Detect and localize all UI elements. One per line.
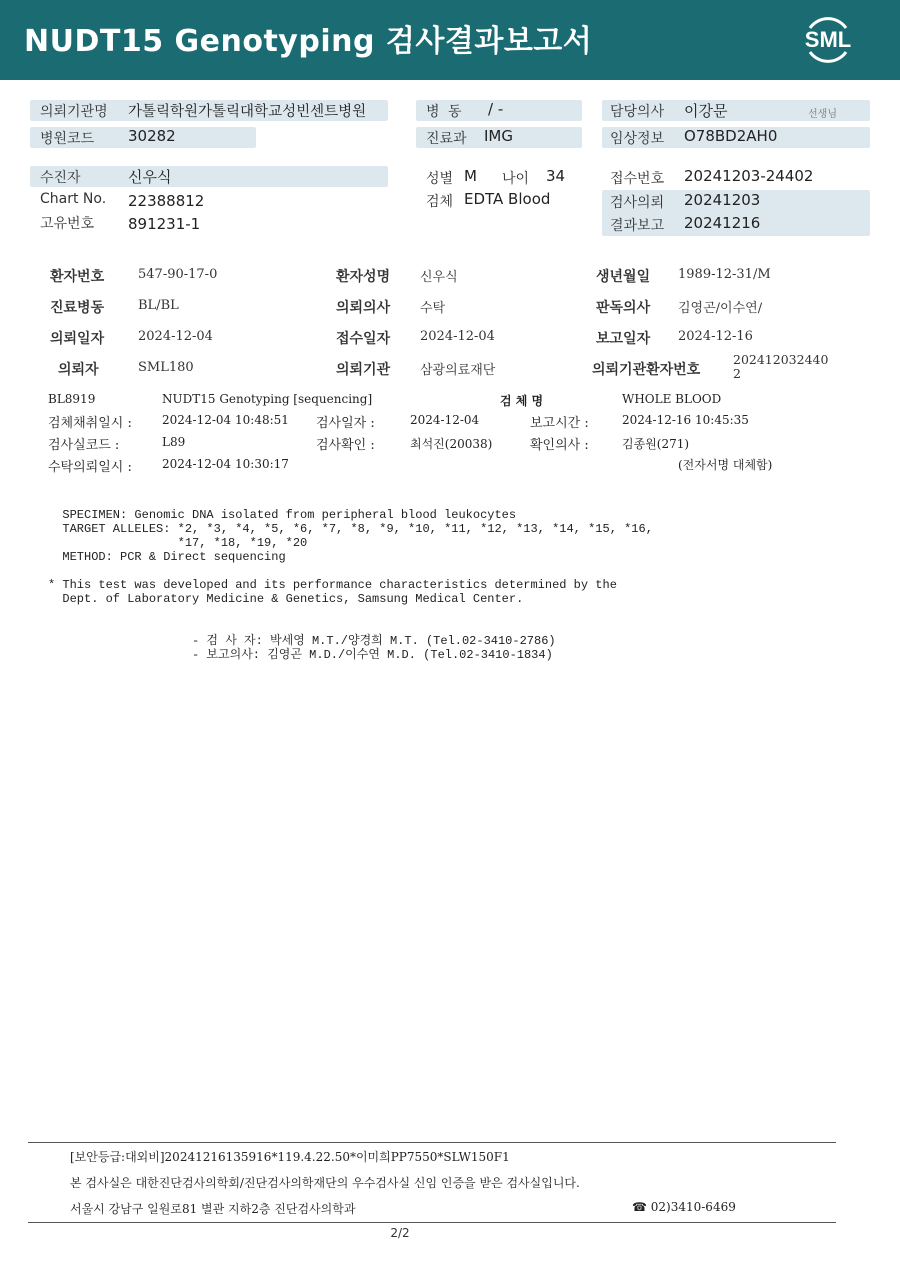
receipt-no-label: 접수번호 <box>610 171 665 187</box>
patient-no-label: 환자번호 <box>50 269 105 285</box>
req-date-label: 의뢰일자 <box>50 331 105 347</box>
req-org-patient-no-value-1: 202412032440 <box>733 352 829 367</box>
report-time-value: 2024-12-16 10:45:35 <box>622 413 749 427</box>
requesting-org-label: 의뢰기관명 <box>40 104 108 120</box>
req-org-label: 의뢰기관 <box>336 362 391 378</box>
patient-no-value: 547-90-17-0 <box>138 267 218 282</box>
phone-number: ☎ 02)3410-6469 <box>632 1200 736 1214</box>
requesting-org-value: 가톨릭학원가톨릭대학교성빈센트병원 <box>128 104 367 120</box>
specimen-name-label: 검 체 명 <box>500 394 544 408</box>
test-confirm-label: 검사확인 : <box>316 438 375 453</box>
doctor-value: 이강문 <box>684 102 728 120</box>
confirm-doctor-label: 확인의사 : <box>530 438 589 453</box>
specimen-name-value: WHOLE BLOOD <box>622 392 722 406</box>
patient-name-label: 환자성명 <box>336 269 391 285</box>
requester-value: SML180 <box>138 360 194 375</box>
footer-bottom-divider <box>28 1222 836 1223</box>
result-report-label: 결과보고 <box>610 218 665 234</box>
test-request-value: 20241203 <box>684 191 761 209</box>
test-request-label: 검사의뢰 <box>610 195 665 211</box>
lab-code-label: 검사실코드 : <box>48 438 120 453</box>
age-value: 34 <box>546 167 566 185</box>
collect-value: 2024-12-04 10:48:51 <box>162 413 289 427</box>
unique-no-label: 고유번호 <box>40 216 95 232</box>
consign-label: 수탁의뢰일시 : <box>48 460 132 475</box>
ward-value: / - <box>488 100 504 118</box>
clinical-label: 임상정보 <box>610 131 665 147</box>
req-doctor-label: 의뢰의사 <box>336 300 391 316</box>
test-date-label: 검사일자 : <box>316 416 375 431</box>
clinical-value: O78BD2AH0 <box>684 127 778 145</box>
esign-note: (전자서명 대체함) <box>678 458 773 472</box>
dept-label: 진료과 <box>426 131 467 147</box>
chart-no-value: 22388812 <box>128 192 205 210</box>
report-body-text: SPECIMEN: Genomic DNA isolated from peripheral blood leukocytes TARGET ALLELES: *2, *3, *4, *5, *6, *7, *8, *9, *10, *11, *12, *13, *14, *15, *16, *17, *18, *19, *20 METHOD: PCR & Direct sequencing * This test was developed and its performance characteristics determined by the Dept. of Laboratory Medicine & Genetics, Samsung Medical Center. - 검 사 자: 박세영 M.T./양경희 M.T. (Tel.02-3410-2786) - 보고의사: 김영곤 M.D./이수연 M.D. (Tel.02-3410-1834) <box>48 508 653 662</box>
receipt-date-value: 2024-12-04 <box>420 329 495 344</box>
patient-name-value: 신우식 <box>420 270 458 285</box>
report-time-label: 보고시간 : <box>530 416 589 431</box>
reading-doctor-label: 판독의사 <box>596 300 651 316</box>
test-name: NUDT15 Genotyping [sequencing] <box>162 392 373 406</box>
lab-code-value: L89 <box>162 435 186 449</box>
dob-value: 1989-12-31/M <box>678 267 771 282</box>
sml-logo <box>800 12 856 68</box>
result-report-value: 20241216 <box>684 214 761 232</box>
footer-top-divider <box>28 1142 836 1143</box>
dob-label: 생년월일 <box>596 269 651 285</box>
sex-label: 성별 <box>426 171 454 187</box>
test-date-value: 2024-12-04 <box>410 413 480 427</box>
page-number: 2/2 <box>390 1226 410 1240</box>
unique-no-value: 891231-1 <box>128 215 201 233</box>
logo-text: SML <box>804 27 852 52</box>
patient-bar <box>30 166 388 187</box>
report-date-value: 2024-12-16 <box>678 329 753 344</box>
hospital-code-value: 30282 <box>128 127 176 145</box>
security-line: [보안등급:대외비]20241216135916*119.4.22.50*이미희PP7550*SLW150F1 <box>70 1150 510 1164</box>
age-label: 나이 <box>502 171 530 187</box>
patient-label: 수진자 <box>40 170 81 186</box>
dept-value: IMG <box>484 127 513 145</box>
reading-doctor-value: 김영곤/이수연/ <box>678 301 763 316</box>
receipt-no-value: 20241203-24402 <box>684 167 814 185</box>
specimen-value: EDTA Blood <box>464 190 551 208</box>
chart-no-label: Chart No. <box>40 191 107 207</box>
care-ward-label: 진료병동 <box>50 300 105 316</box>
test-code: BL8919 <box>48 392 96 406</box>
certification-line: 본 검사실은 대한진단검사의학회/진단검사의학재단의 우수검사실 신임 인증을 받은 검사실입니다. <box>70 1176 580 1190</box>
address-line: 서울시 강남구 일원로81 별관 지하2층 진단검사의학과 <box>70 1202 356 1216</box>
doctor-label: 담당의사 <box>610 104 665 120</box>
req-doctor-value: 수탁 <box>420 301 446 316</box>
report-header <box>0 0 900 80</box>
patient-value: 신우식 <box>128 168 172 186</box>
req-org-value: 삼광의료재단 <box>420 363 496 378</box>
req-org-patient-no-label: 의뢰기관환자번호 <box>592 362 701 378</box>
specimen-label: 검체 <box>426 194 454 210</box>
sex-value: M <box>464 167 477 185</box>
requester-label: 의뢰자 <box>58 362 99 378</box>
test-confirm-value: 최석진(20038) <box>410 437 493 451</box>
report-date-label: 보고일자 <box>596 331 651 347</box>
receipt-date-label: 접수일자 <box>336 331 391 347</box>
req-org-patient-no-value-2: 2 <box>733 366 741 381</box>
hospital-code-label: 병원코드 <box>40 131 95 147</box>
collect-label: 검체채취일시 : <box>48 416 132 431</box>
req-date-value: 2024-12-04 <box>138 329 213 344</box>
ward-label: 병 동 <box>426 104 464 120</box>
confirm-doctor-value: 김종원(271) <box>622 437 690 451</box>
consign-value: 2024-12-04 10:30:17 <box>162 457 289 471</box>
care-ward-value: BL/BL <box>138 298 179 313</box>
report-title: NUDT15 Genotyping 검사결과보고서 <box>24 24 593 59</box>
doctor-suffix: 선생님 <box>808 109 837 120</box>
